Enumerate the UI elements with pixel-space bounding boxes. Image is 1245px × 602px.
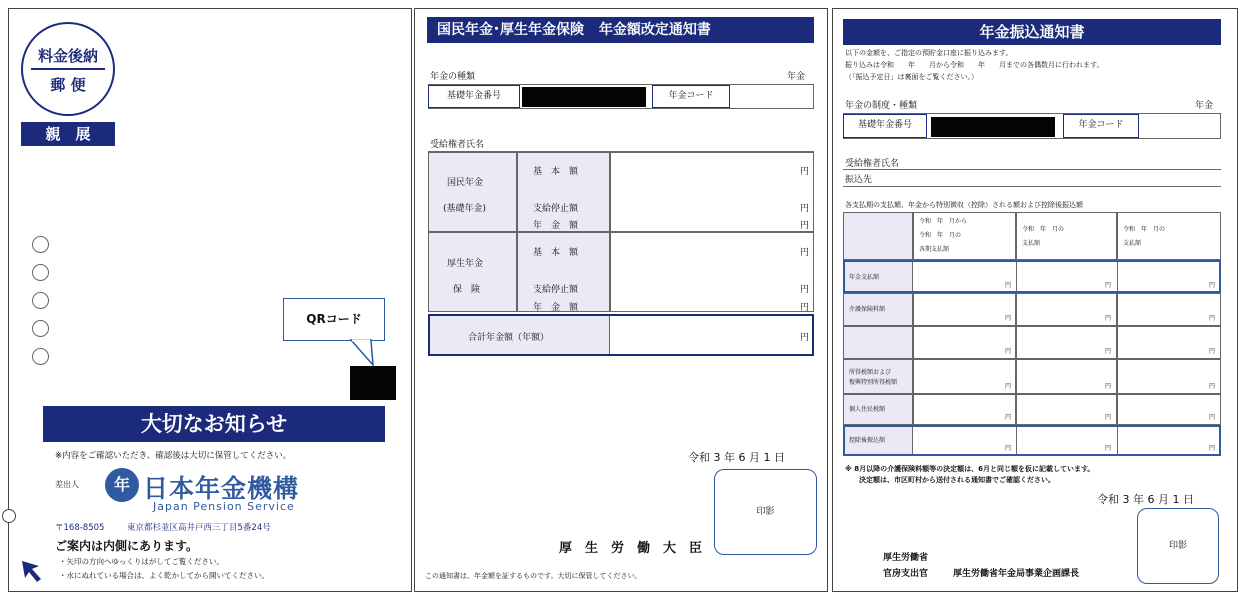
notice-title-bar bbox=[427, 17, 814, 43]
note-2: 決定額は、市区町村から送付される通知書でご確認ください。 bbox=[859, 476, 1055, 484]
col1-line2: 令和 年 月の bbox=[919, 232, 962, 239]
notice-date: 令和 3 年 6 月 1 日 bbox=[688, 451, 785, 464]
keep-note: ※内容をご確認いただき、確認後は大切に保管してください。 bbox=[55, 451, 292, 461]
yen-unit: 円 bbox=[1005, 414, 1012, 421]
table-caption: 各支払期の支払額、年金から特別徴収（控除）される額および控除後振込額 bbox=[845, 201, 1083, 209]
notice-title-sub: 年金額改定通知書 bbox=[598, 22, 711, 38]
row-care-label: 介護保険料額 bbox=[849, 306, 886, 313]
base-amount-label: 基 本 額 bbox=[533, 167, 579, 177]
pension-amount-label: 年 金 額 bbox=[533, 221, 579, 231]
transfer-date: 令和 3 年 6 月 1 日 bbox=[1097, 493, 1194, 506]
intro-1: 以下の金額を、ご指定の預貯金口座に振り込みます。 bbox=[845, 49, 1013, 57]
seal-label: 印影 bbox=[756, 507, 775, 517]
col2-line2: 支払額 bbox=[1022, 240, 1041, 247]
row-after-deduction bbox=[843, 425, 1221, 456]
issuer-1: 厚生労働省 bbox=[883, 553, 929, 563]
yen-unit: 円 bbox=[1005, 383, 1012, 390]
redacted-basic-number bbox=[931, 117, 1055, 137]
kosei-line1: 厚生年金 bbox=[447, 259, 484, 269]
col2-line1: 令和 年 月の bbox=[1022, 226, 1065, 233]
pension-type-label: 年金の種類 bbox=[430, 72, 476, 82]
yen-unit: 円 bbox=[1105, 282, 1112, 289]
yen-unit: 円 bbox=[800, 204, 810, 214]
row-tax-label-2: 復興特別所得税額 bbox=[849, 379, 898, 386]
transfer-rule bbox=[843, 186, 1221, 187]
nenkin-suffix: 年金 bbox=[1195, 101, 1214, 111]
note-1: ※ 8月以降の介護保険料額等の決定額は、6月と同じ額を仮に記載しています。 bbox=[845, 465, 1095, 473]
yen-unit: 円 bbox=[1209, 383, 1216, 390]
org-name-jp: 日本年金機構 bbox=[143, 474, 300, 503]
recipient-label: 受給権者氏名 bbox=[430, 140, 485, 150]
yen-unit: 円 bbox=[1209, 315, 1216, 322]
issuer-2: 官房支出官 bbox=[883, 569, 929, 579]
yen-unit: 円 bbox=[800, 333, 810, 343]
recipient-rule bbox=[843, 169, 1221, 170]
col3-line2: 支払額 bbox=[1123, 240, 1142, 247]
instruction-1: ・矢印の方向へゆっくりはがしてご覧ください。 bbox=[59, 557, 224, 566]
minister-signature: 厚 生 労 働 大 臣 bbox=[559, 541, 703, 556]
kokumin-line2: (基礎年金) bbox=[443, 204, 487, 214]
recipient-label: 受給権者氏名 bbox=[845, 159, 900, 169]
transfer-title-bar: 年金振込通知書 bbox=[843, 19, 1221, 45]
kokumin-line1: 国民年金 bbox=[447, 178, 484, 188]
yen-unit: 円 bbox=[1209, 348, 1216, 355]
basic-number-label: 基礎年金番号 bbox=[843, 114, 927, 138]
suspended-amount-label: 支給停止額 bbox=[533, 204, 579, 214]
total-label: 合計年金額（年額） bbox=[468, 333, 550, 343]
suspended-amount-label: 支給停止額 bbox=[533, 285, 579, 295]
qr-code bbox=[350, 366, 396, 400]
seal-label: 印影 bbox=[1168, 541, 1187, 551]
transfer-notice bbox=[832, 8, 1238, 592]
shin-ten-badge: 親 展 bbox=[21, 122, 115, 146]
col1-line3: 各期支払額 bbox=[919, 246, 950, 253]
redacted-basic-number bbox=[522, 87, 646, 107]
base-amount-label: 基 本 額 bbox=[533, 248, 579, 258]
edge-notch bbox=[2, 509, 16, 523]
kosei-line2: 保 険 bbox=[453, 285, 481, 295]
pension-revision-notice bbox=[414, 8, 828, 592]
yen-unit: 円 bbox=[800, 221, 810, 231]
yen-unit: 円 bbox=[1105, 414, 1112, 421]
yen-unit: 円 bbox=[1105, 445, 1112, 452]
qr-callout bbox=[283, 298, 385, 341]
sender-label: 差出人 bbox=[55, 480, 79, 489]
postage-stamp-circle bbox=[21, 22, 115, 116]
amount-table bbox=[428, 152, 814, 357]
yen-unit: 円 bbox=[1209, 414, 1216, 421]
row-payment bbox=[843, 260, 1221, 293]
pension-code-label: 年金コード bbox=[1063, 114, 1139, 138]
yen-unit: 円 bbox=[1209, 445, 1216, 452]
yen-unit: 円 bbox=[1105, 383, 1112, 390]
address: 東京都杉並区高井戸西三丁目5番24号 bbox=[127, 523, 271, 533]
notice-footnote: この通知書は、年金額を証するものです。大切に保管してください。 bbox=[425, 572, 642, 580]
row-resident-label: 個人住民税額 bbox=[849, 406, 886, 413]
col3-line1: 令和 年 月の bbox=[1123, 226, 1166, 233]
binding-hole bbox=[32, 236, 49, 253]
yen-unit: 円 bbox=[1005, 348, 1012, 355]
pension-amount-label: 年 金 額 bbox=[533, 303, 579, 313]
pension-type-label: 年金の制度・種類 bbox=[845, 101, 918, 111]
row-payment-label: 年金支払額 bbox=[849, 274, 880, 281]
binding-hole bbox=[32, 264, 49, 281]
seal-box bbox=[714, 469, 817, 555]
instruction-2: ・水にぬれている場合は、よく乾かしてから開いてください。 bbox=[59, 571, 269, 580]
col1-line1: 令和 年 月から bbox=[919, 218, 968, 225]
inside-note: ご案内は内側にあります。 bbox=[55, 539, 199, 553]
binding-hole bbox=[32, 320, 49, 337]
postal-code: 〒168-8505 bbox=[55, 523, 105, 533]
basic-number-label: 基礎年金番号 bbox=[428, 85, 520, 108]
org-name-en: Japan Pension Service bbox=[153, 500, 295, 513]
binding-hole bbox=[32, 292, 49, 309]
yen-unit: 円 bbox=[1105, 348, 1112, 355]
yen-unit: 円 bbox=[1209, 282, 1216, 289]
peel-arrow-icon[interactable] bbox=[19, 557, 45, 583]
binding-hole bbox=[32, 348, 49, 365]
postage-line2: 郵 便 bbox=[50, 76, 86, 94]
payment-table bbox=[843, 212, 1221, 457]
row-tax-label-1: 所得税額および bbox=[849, 369, 892, 376]
yen-unit: 円 bbox=[1005, 315, 1012, 322]
notice-title-main: 国民年金･厚生年金保険 bbox=[437, 22, 584, 38]
important-banner: 大切なお知らせ bbox=[43, 406, 385, 442]
jps-logo: 年 bbox=[105, 468, 139, 502]
yen-unit: 円 bbox=[800, 285, 810, 295]
yen-unit: 円 bbox=[1005, 445, 1012, 452]
yen-unit: 円 bbox=[800, 167, 810, 177]
intro-3: （「振込予定日」は裏面をご覧ください。） bbox=[845, 73, 978, 81]
qr-label: QRコード bbox=[306, 312, 362, 326]
yen-unit: 円 bbox=[800, 248, 810, 258]
yen-unit: 円 bbox=[1005, 282, 1012, 289]
callout-pointer bbox=[349, 339, 375, 367]
intro-2: 振り込みは令和 年 月から令和 年 月までの各偶数月に行われます。 bbox=[845, 61, 1104, 69]
mailer-front-panel bbox=[8, 8, 412, 592]
nenkin-suffix: 年金 bbox=[787, 72, 806, 82]
yen-unit: 円 bbox=[1105, 315, 1112, 322]
pension-code-label: 年金コード bbox=[652, 85, 730, 108]
seal-box bbox=[1137, 508, 1219, 584]
row-after-label: 控除後振込額 bbox=[849, 437, 886, 444]
postage-line1: 料金後納 bbox=[37, 47, 98, 65]
yen-unit: 円 bbox=[800, 303, 810, 313]
issuer-3: 厚生労働省年金局事業企画課長 bbox=[953, 569, 1080, 579]
transfer-label: 振込先 bbox=[845, 175, 873, 185]
